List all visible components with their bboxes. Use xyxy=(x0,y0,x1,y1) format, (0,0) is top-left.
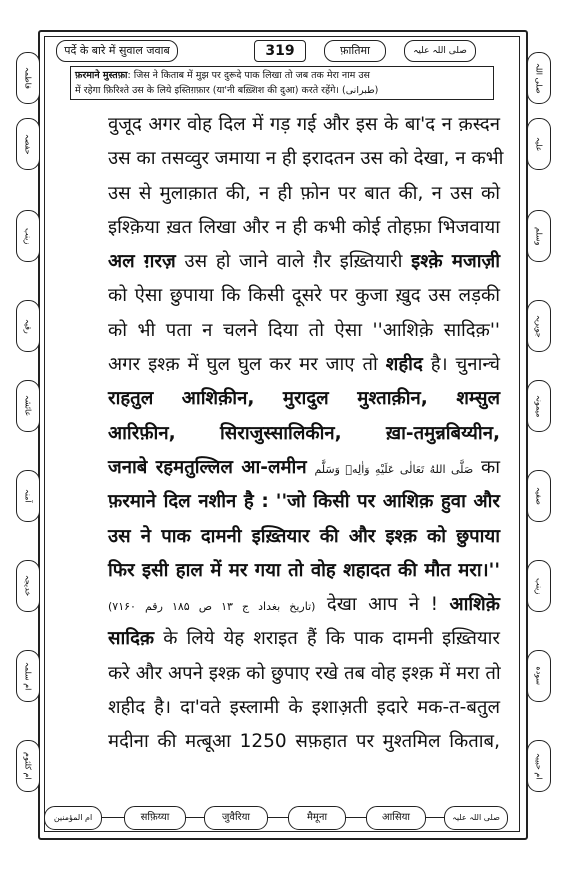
text-line: फिर इसी हाल में मर गया तो वोह शहादत की मौत मरा।'' xyxy=(108,559,500,581)
footer-name-medallion: मैमूना xyxy=(288,806,346,830)
right-side-medallion: وسلم xyxy=(527,210,551,262)
text-line: उस ने पाक दामनी इख़्तियार की और इश्क़ को छुपाया xyxy=(108,525,500,547)
text-line: मदीना की मत्बूआ 1250 सफ़हात पर मुश्तमिल किताब, xyxy=(108,731,500,753)
footer-seal-left: ام المؤمنین xyxy=(44,806,102,830)
notice-text-line-1: : जिस ने किताब में मुझ पर दुरूदे पाक लिखा तो जब तक मेरा नाम उस xyxy=(127,70,370,81)
header-name-medallion: फ़ातिमा xyxy=(324,40,386,62)
text-span: अगर इश्क़ में घुल घुल कर मर जाए तो xyxy=(108,354,378,376)
notice-text-line-2: में रहेगा फ़िरिश्ते उस के लिये इस्तिग़फ़ार (या'नी बख़्शिश की दुआ) करते रहेंगे। (طبرانی) xyxy=(75,85,379,96)
text-span: का xyxy=(481,456,501,478)
text-line: करे और अपने इश्क़ को छुपाए रखे तब वोह इश्क़ में मरा तो xyxy=(108,662,501,684)
text-line: राहतुल आशिक़ीन, मुरादुल मुश्ताक़ीन, शम्सुल xyxy=(108,388,500,410)
text-span: फ़रमाने दिल नशीन है : xyxy=(108,491,269,513)
text-line: को ऐसा छुपाया कि किसी दूसरे पर कुजा ख़ुद उस लड़की xyxy=(108,285,500,307)
text-span: उस हो जाने वाले ग़ैर इख़्तियारी xyxy=(184,251,403,273)
right-side-medallion: سودہ xyxy=(527,650,551,702)
text-span: के लिये येह शराइत हैं कि पाक दामनी इख़्तियार xyxy=(163,628,500,650)
text-line xyxy=(108,622,500,656)
arabic-salutation: صَلَّى اللهُ تَعَالٰى عَلَيْهِ وَاٰلِهٖ وَسَلَّم xyxy=(314,462,474,476)
page-number: 319 xyxy=(254,40,306,62)
text-line xyxy=(108,485,500,519)
right-side-medallion: زینب xyxy=(527,560,551,612)
right-side-medallion: علیہ xyxy=(527,118,551,170)
text-line: वुजूद अगर वोह दिल में गड़ गई और इस के बा'द न क़स्दन xyxy=(108,114,500,135)
bold-phrase: आशिक़े xyxy=(449,594,500,616)
bold-phrase: जनाबे रहमतुल्लिल आ-लमीन xyxy=(108,456,307,478)
left-side-medallion: فاطمہ xyxy=(16,52,40,104)
hadith-notice-box xyxy=(70,66,494,100)
right-side-medallion: میمونہ xyxy=(527,380,551,432)
quote-span: ''जो किसी पर आशिक़ हुवा और xyxy=(275,491,500,513)
text-line xyxy=(108,588,500,622)
footer-name-medallion: सफ़िय्या xyxy=(124,806,186,830)
left-side-medallion: زینب xyxy=(16,210,40,262)
text-span: देखा आप ने ! xyxy=(326,594,439,616)
left-side-medallion: خدیجہ xyxy=(16,560,40,612)
left-side-medallion: ام سلمہ xyxy=(16,650,40,702)
left-side-medallion: عائشہ xyxy=(16,380,40,432)
text-line: इश्क़िया ख़त लिखा और न ही कभी कोई तोहफ़ा भिजवाया xyxy=(108,216,500,238)
text-line xyxy=(108,245,500,279)
footer-name-medallion: आसिया xyxy=(366,806,426,830)
left-side-medallion: ام کلثوم xyxy=(16,740,40,792)
arabic-reference: (تاریخ بغداد ج ۱۳ ص ۱۸۵ رقم ۷۱۶۰) xyxy=(108,600,316,614)
page-footer xyxy=(44,800,518,836)
body-text xyxy=(108,108,504,760)
text-line: शहीद है। दा'वते इस्लामी के इशाअ़ती इदारे मक-त-बतुल xyxy=(108,697,500,719)
bold-phrase: इश्क़े मजाज़ी xyxy=(411,251,501,273)
footer-seal-right: صلی اللہ علیہ xyxy=(444,806,508,830)
right-side-medallion: صفیہ xyxy=(527,470,551,522)
page-header xyxy=(44,36,518,66)
bold-phrase: सादिक़ xyxy=(108,628,155,650)
text-span: है। चुनान्चे xyxy=(430,354,500,376)
text-line: उस का तसव्वुर जमाया न ही इरादतन उस को देखा, न कभी xyxy=(108,148,504,170)
right-side-medallion: جویریہ xyxy=(527,300,551,352)
book-title: पर्दे के बारे में सुवाल जवाब xyxy=(56,40,178,62)
right-side-medallion: ام حبیبہ xyxy=(527,740,551,792)
text-line: को भी पता न चलने दिया तो ऐसा ''आशिक़े सादिक़'' xyxy=(108,319,500,341)
left-side-medallion: رقیہ xyxy=(16,300,40,352)
text-line: उस से मुलाक़ात की, न ही फ़ोन पर बात की, न उस को xyxy=(108,182,500,204)
footer-name-medallion: जुवैरिया xyxy=(204,806,268,830)
text-line: आरिफ़ीन, सिराजुस्सालिकीन, ख़ा-तमुन्नबिय्यीन, xyxy=(108,422,500,444)
notice-label: फ़रमाने मुस्तफ़ा xyxy=(75,70,128,81)
text-line xyxy=(108,348,500,382)
bold-phrase: अल ग़रज़ xyxy=(108,251,176,273)
left-side-medallion: حفصہ xyxy=(16,118,40,170)
left-side-medallion: آمنہ xyxy=(16,470,40,522)
right-side-medallion: صلی اللہ xyxy=(527,52,551,104)
bold-phrase: शहीद xyxy=(385,354,423,376)
text-line xyxy=(108,451,500,485)
header-seal: صلی اللہ علیہ xyxy=(404,40,476,62)
